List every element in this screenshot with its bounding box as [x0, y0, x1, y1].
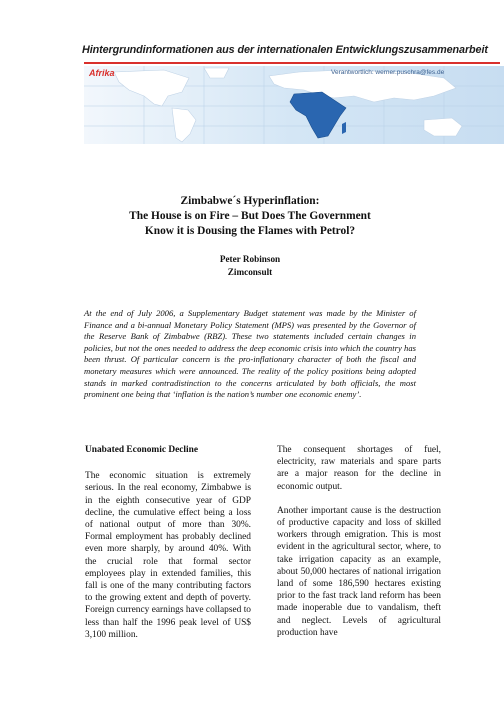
publication-header-title: Hintergrundinformationen aus der internationalen Entwicklungszusammenarbeit [82, 44, 488, 56]
left-paragraph: The economic situation is extremely serious. In the real economy, Zimbabwe is in the eighth consecutive year of GDP decline, the cumulative effect being a loss of national output of more than 30%. Formal employment has probably declined even more sharply, by around 40%. With the crucial role that formal sector employees play in extended families, this fall is one of the many contributing factors to the growing extent and depth of poverty. Foreign currency earnings have collapsed to less than half the 1996 peak level of US$ 3,100 million. [85, 471, 251, 640]
article-title-line-2: The House is on Fire – But Does The Government [129, 210, 371, 222]
header-divider [84, 62, 500, 64]
responsible-contact: Verantwortlich: werner.puschra@fes.de [331, 69, 445, 76]
author-name: Peter Robinson [219, 254, 281, 264]
right-paragraph-1: The consequent shortages of fuel, electricity, raw materials and spare parts are a major reason for the decline in economic output. [277, 445, 441, 492]
left-column [85, 444, 251, 653]
region-label: Afrika [89, 68, 115, 78]
author-block [84, 253, 416, 279]
article-title [84, 194, 416, 239]
world-map-banner [84, 66, 504, 144]
right-paragraph-2: Another important cause is the destruction of productive capacity and loss of skilled workers through emigration. This is most evident in the agricultural sector, where, to take irrigation capacity as an example, about 50,000 hectares of national irrigation land of some 186,590 hectares existing prior to the fast track land reform has been made inoperable due to vandalism, theft and neglect. Levels of agricultural production have [277, 505, 441, 638]
article-title-line-3: Know it is Dousing the Flames with Petrol? [144, 225, 356, 237]
author-affiliation: Zimconsult [227, 267, 273, 277]
right-column [277, 444, 441, 651]
article-title-line-1: Zimbabwe´s Hyperinflation: [180, 195, 320, 207]
abstract: At the end of July 2006, a Supplementary Budget statement was made by the Minister of Finance and a bi-annual Monetary Policy Statement (MPS) was presented by the Governor of the Reserve Bank of Zimbabwe (RBZ). These two statements included certain changes in policies, but not the ones needed to address the deep economic crisis into which the country has been thrust. Of particular concern is the pro-inflationary character of both the fiscal and monetary measures which were announced. The reality of the policy positions being adopted stands in marked contradistinction to the concerns articulated by both officials, the most prominent one being that ‘inflation is the nation’s number one economic enemy’. [84, 308, 416, 400]
section-heading: Unabated Economic Decline [85, 445, 199, 455]
world-map-graphic [84, 66, 504, 144]
